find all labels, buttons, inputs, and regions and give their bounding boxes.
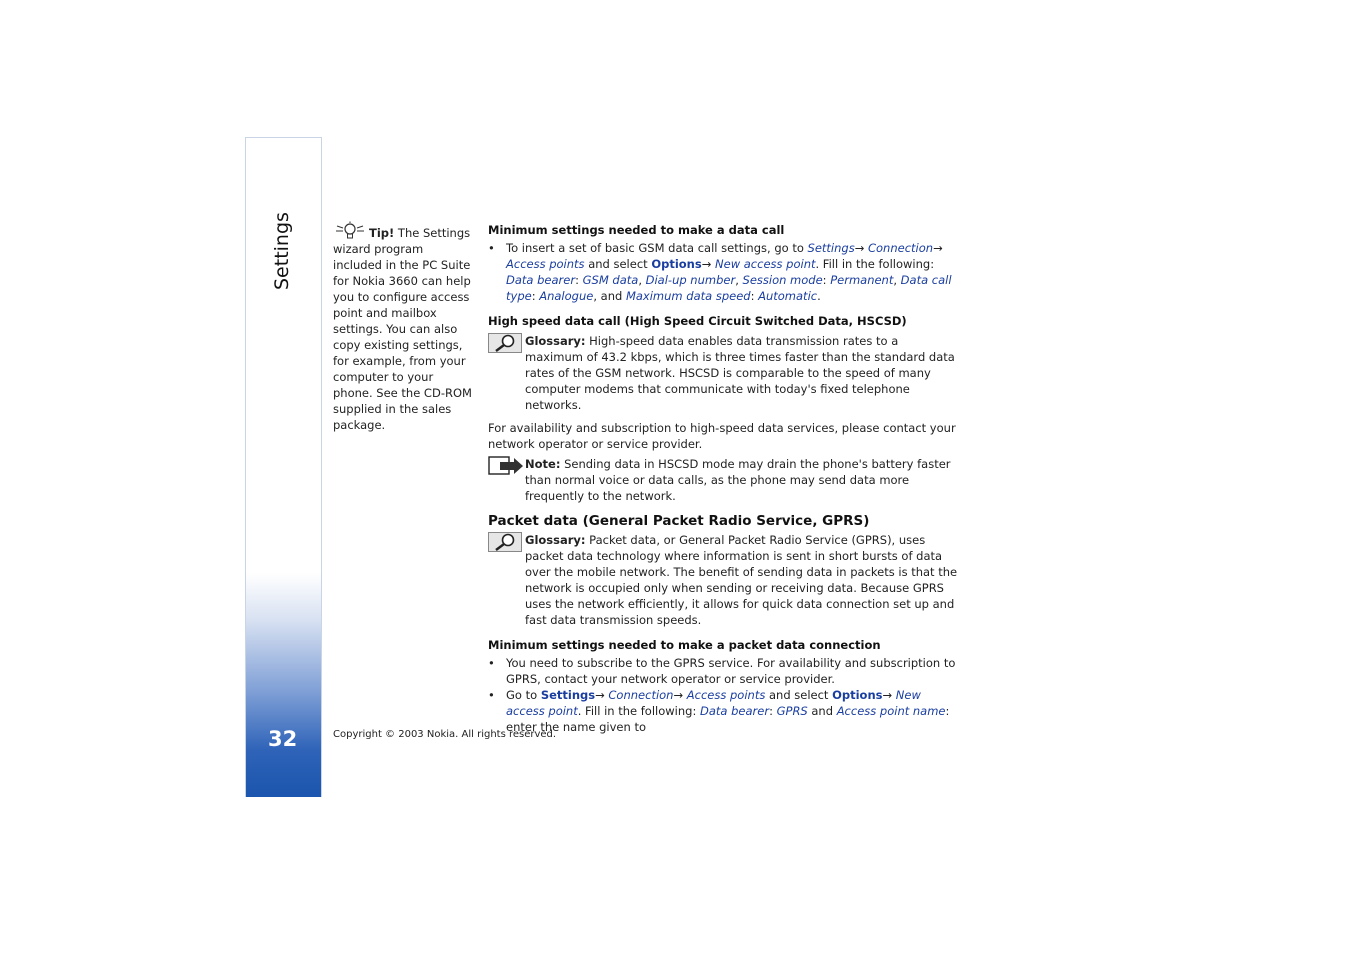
link-session-mode[interactable]: Session mode xyxy=(742,273,823,287)
value-analogue: Analogue xyxy=(539,289,594,303)
bullet-dot: • xyxy=(488,241,495,255)
sidebar-title: Settings xyxy=(271,212,293,290)
text: : enter the name given to xyxy=(506,704,950,734)
value-permanent: Permanent xyxy=(830,273,894,287)
tip-label: Tip! xyxy=(369,226,395,240)
link-connection[interactable]: Connection xyxy=(867,241,934,255)
arrow-icon: → xyxy=(882,688,896,702)
magnifier-icon xyxy=(488,532,522,556)
text: Go to xyxy=(506,688,541,702)
note-label: Note: xyxy=(525,457,561,471)
list-item xyxy=(488,240,958,304)
arrow-icon: → xyxy=(933,241,943,255)
note-text: Sending data in HSCSD mode may drain the phone's battery faster than normal voice or data calls, as the phone may send data more frequently to the network. xyxy=(525,457,951,503)
availability-text: For availability and subscription to high-speed data services, please contact your network operator or service provider. xyxy=(488,421,956,451)
value-gprs: GPRS xyxy=(776,704,808,718)
glossary-label: Glossary: xyxy=(525,334,586,348)
bullet-text: You need to subscribe to the GPRS service. For availability and subscription to GPRS, contact your network operator or service provider. xyxy=(506,656,956,686)
link-access-points[interactable]: Access points xyxy=(506,257,585,271)
text: To insert a set of basic GSM data call settings, go to xyxy=(506,241,808,255)
link-connection[interactable]: Connection xyxy=(608,688,674,702)
link-settings[interactable]: Settings xyxy=(540,688,596,702)
glossary-hscsd xyxy=(488,333,958,413)
text: . xyxy=(817,289,821,303)
arrow-icon: → xyxy=(673,688,687,702)
link-data-call-type[interactable]: Data call type xyxy=(506,273,952,303)
tip-text: The Settings wizard program included in the PC Suite for Nokia 3660 can help you to configure access point and mailbox settings. You can also copy existing settings, for example, from your computer to your phone. See the CD-ROM supplied in the sales package. xyxy=(333,226,472,432)
heading-hscsd: High speed data call (High Speed Circuit Switched Data, HSCSD) xyxy=(488,314,907,328)
link-data-bearer[interactable]: Data bearer xyxy=(506,273,576,287)
link-maximum-data-speed[interactable]: Maximum data speed xyxy=(625,289,751,303)
arrow-icon: → xyxy=(701,257,716,271)
glossary-label: Glossary: xyxy=(525,533,586,547)
text: : xyxy=(575,273,583,287)
link-data-bearer[interactable]: Data bearer xyxy=(699,704,770,718)
glossary-gprs xyxy=(488,532,958,628)
arrow-icon: → xyxy=(854,241,868,255)
bullet-dot: • xyxy=(488,656,495,670)
text: , xyxy=(893,273,901,287)
text: : xyxy=(822,273,831,287)
heading-packet-data-settings: Minimum settings needed to make a packet data connection xyxy=(488,638,881,652)
note-arrow-icon xyxy=(488,456,524,480)
link-settings[interactable]: Settings xyxy=(807,241,855,255)
page-number: 32 xyxy=(268,727,298,751)
magnifier-icon xyxy=(488,333,522,357)
text: , and xyxy=(593,289,626,303)
text: , xyxy=(735,273,743,287)
link-access-point-name[interactable]: Access point name xyxy=(836,704,946,718)
text: : xyxy=(769,704,777,718)
list-item xyxy=(488,687,958,735)
value-gsm-data: GSM data xyxy=(582,273,639,287)
link-options[interactable]: Options xyxy=(832,688,883,702)
link-new-access-point[interactable]: New access point xyxy=(715,257,816,271)
text: . Fill in the following: xyxy=(815,257,935,271)
note-hscsd xyxy=(488,456,958,504)
tip-box xyxy=(333,221,473,433)
link-dialup-number[interactable]: Dial-up number xyxy=(645,273,736,287)
text: and select xyxy=(584,257,652,271)
text: and select xyxy=(765,688,833,702)
text: : xyxy=(531,289,540,303)
link-access-points[interactable]: Access points xyxy=(686,688,766,702)
copyright: Copyright © 2003 Nokia. All rights reserved. xyxy=(333,729,557,740)
heading-data-call: Minimum settings needed to make a data call xyxy=(488,223,785,237)
text: , xyxy=(638,273,646,287)
link-new-access-point[interactable]: New access point xyxy=(506,688,921,718)
glossary-text: Packet data, or General Packet Radio Service (GPRS), uses packet data technology where information is sent in short bursts of data over the mobile network. The benefit of sending data in packets is that the network is occupied only when sending or receiving data. Because GPRS uses the network efficiently, it allows for quick data connection set up and fast data transmission speeds. xyxy=(525,533,958,627)
list-item xyxy=(488,655,958,687)
lightbulb-icon xyxy=(333,221,367,241)
arrow-icon: → xyxy=(595,688,609,702)
value-automatic: Automatic xyxy=(758,289,818,303)
text: . Fill in the following: xyxy=(577,704,700,718)
glossary-text: High-speed data enables data transmission rates to a maximum of 43.2 kbps, which is three times faster than the standard data rates of the GSM network. HSCSD is comparable to the speed of many computer modems that communicate with today's fixed telephone networks. xyxy=(525,334,955,412)
heading-gprs: Packet data (General Packet Radio Service, GPRS) xyxy=(488,513,870,529)
text: and xyxy=(807,704,837,718)
link-options[interactable]: Options xyxy=(651,257,702,271)
main-content xyxy=(488,222,958,735)
bullet-dot: • xyxy=(488,688,495,702)
text: : xyxy=(750,289,759,303)
